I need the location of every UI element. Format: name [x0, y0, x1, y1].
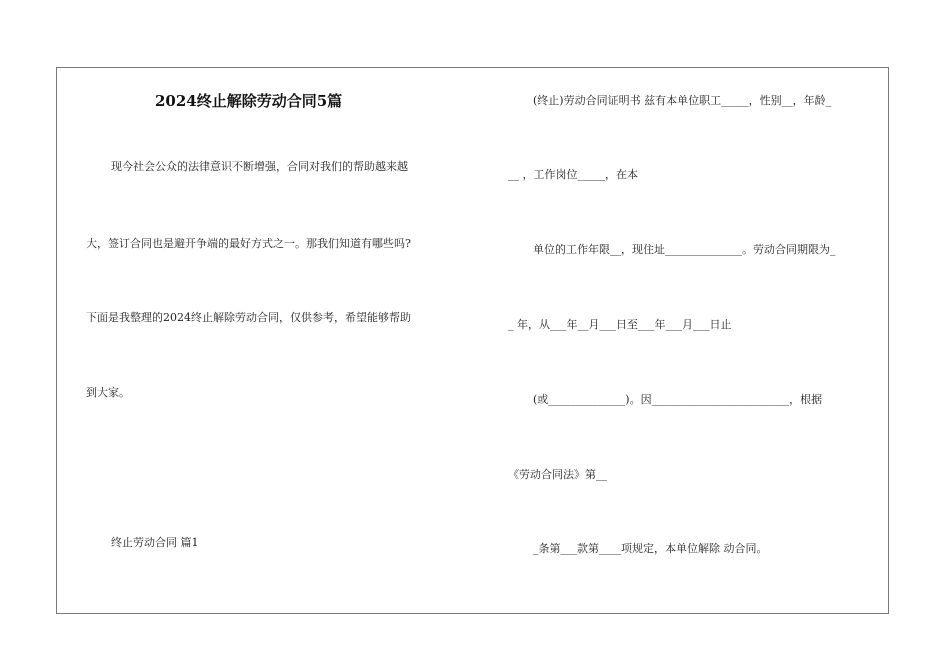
left-paragraph-line-1: 现今社会公众的法律意识不断增强，合同对我们的帮助越来越 — [111, 160, 408, 173]
left-paragraph-line-4: 到大家。 — [86, 386, 130, 399]
right-paragraph-line-6: 《劳动合同法》第__ — [508, 468, 607, 481]
page-border — [56, 67, 889, 614]
right-paragraph-line-7: _条第___款第____项规定，本单位解除 动合同。 — [533, 542, 768, 555]
section-heading-1: 终止劳动合同 篇1 — [111, 536, 199, 549]
left-paragraph-line-2: 大，签订合同也是避开争端的最好方式之一。那我们知道有哪些吗? — [86, 237, 411, 250]
right-paragraph-line-5: (或______________)。因_________________________，根据 — [533, 393, 823, 406]
right-paragraph-line-1: (终止)劳动合同证明书 兹有本单位职工_____，性别__，年龄_ — [533, 94, 832, 107]
left-paragraph-line-3: 下面是我整理的2024终止解除劳动合同，仅供参考，希望能够帮助 — [86, 311, 411, 324]
right-paragraph-line-4: _ 年，从___年__月___日至___年___月___日止 — [508, 318, 732, 331]
right-paragraph-line-3: 单位的工作年限__，现住址______________。劳动合同期限为_ — [533, 243, 836, 256]
document-title: 2024终止解除劳动合同5篇 — [155, 92, 343, 110]
right-paragraph-line-2: __ ，工作岗位_____，在本 — [508, 168, 638, 181]
